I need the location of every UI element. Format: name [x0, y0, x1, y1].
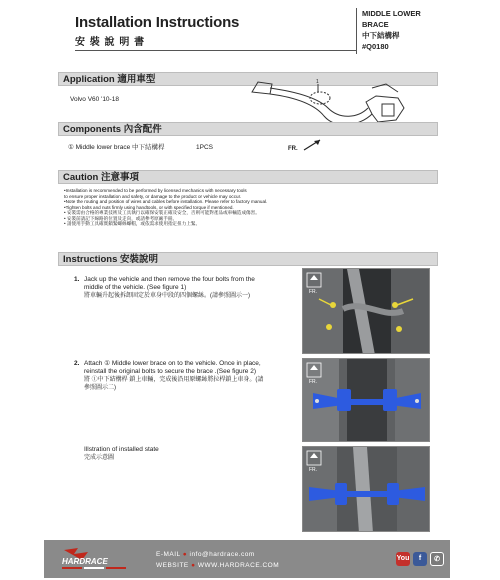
footer-email[interactable]: E-MAIL ● info@hardrace.com	[156, 551, 255, 558]
caution-line: • 安裝前請記下線路的位置及走向，或請參考原廠手冊。	[64, 215, 178, 221]
website-label: WEBSITE	[156, 562, 189, 569]
step-2-text: reinstall the original bolts to secure the brace .(See figure 2)	[84, 368, 256, 375]
caution-line: •Installation is recommended to be performed by licensed mechanics with necessary tools	[64, 188, 247, 193]
header-divider	[75, 50, 357, 51]
vehicle-fitment: Volvo V60 '10-18	[70, 96, 119, 103]
caution-heading: Caution 注意事項	[63, 172, 139, 183]
part-number: #Q0180	[362, 42, 389, 51]
step-2-text-cn: 參照圖示二)	[84, 385, 116, 391]
facebook-icon[interactable]: f	[413, 552, 427, 566]
installed-state-photo	[302, 446, 430, 532]
diagram-fr-label: FR.	[288, 146, 298, 152]
illustration-label: Illstration of installed state	[84, 446, 159, 453]
youtube-icon[interactable]: You	[396, 552, 410, 566]
step-2-number: 2.	[74, 360, 80, 367]
step-2-text: Attach ① Middle lower brace on to the vehicle. Once in place,	[84, 360, 261, 367]
email-label: E-MAIL	[156, 551, 181, 558]
installed-fr-label: FR.	[309, 467, 318, 473]
step-1-text: Jack up the vehicle and then remove the four bolts from the	[84, 276, 255, 283]
step-1-number: 1.	[74, 276, 80, 283]
footer-website[interactable]: WEBSITE ● WWW.HARDRACE.COM	[156, 562, 280, 569]
wechat-icon[interactable]: ✆	[430, 552, 444, 566]
application-heading: Application 適用車型	[63, 74, 156, 85]
brace-diagram	[248, 78, 418, 160]
component-qty: 1PCS	[196, 144, 213, 151]
figure-2-fr-label: FR.	[309, 379, 318, 385]
product-name: MIDDLE LOWER BRACE	[362, 9, 421, 29]
components-heading-bar	[58, 122, 438, 136]
step-2-text-cn: 將 ①中下結構桿 鎖上車輛，完成後沿用原螺絲將拉桿鎖上車身。(請	[84, 377, 264, 383]
page-title: Installation Instructions	[75, 14, 240, 31]
illustration-label-cn: 完成示意圖	[84, 455, 115, 461]
email-value[interactable]: info@hardrace.com	[189, 551, 255, 558]
product-info	[356, 8, 446, 54]
footer	[44, 540, 450, 578]
step-1-text: middle of the vehicle. (See figure 1)	[84, 284, 187, 291]
page-subtitle-cn: 安 裝 說 明 書	[75, 37, 146, 48]
component-item: ① Middle lower brace 中下結構桿	[68, 144, 165, 151]
caution-line: •Tighten bolts and nuts firmly using handtools, or with specified torque if mentioned.	[64, 204, 234, 210]
hardrace-logo	[60, 546, 130, 572]
caution-line: • 請使用手動工具確實鎖緊螺絲螺帽，或依需求使用指定扭力上緊。	[64, 221, 201, 226]
instructions-heading: Instructions 安裝說明	[63, 254, 159, 265]
brand-name: HARDRACE	[62, 557, 108, 566]
step-1-text-cn: 將車輛升起後拆卸固定於車身中段的四個螺絲。(請參照圖示一)	[84, 293, 250, 299]
website-value[interactable]: WWW.HARDRACE.COM	[197, 562, 280, 569]
instructions-heading-bar	[58, 252, 438, 266]
caution-line: •Note the routing and position of wires and cables before installation. Please refer to factory manual.	[64, 199, 268, 204]
figure-2-photo	[302, 358, 430, 442]
svg-text:1: 1	[316, 79, 319, 85]
figure-1-photo	[302, 268, 430, 354]
figure-1-fr-label: FR.	[309, 289, 318, 295]
caution-line: • 安裝需由合格的專業技術及工具執行以確保安裝正確及安全，否則可能對產品或車輛造成傷害。	[64, 210, 260, 215]
product-name-cn: 中下結構桿	[362, 31, 400, 40]
caution-line: to ensure proper installation and safety, or damage to the product or vehicle may occur.	[64, 193, 242, 199]
components-heading: Components 內含配件	[63, 124, 162, 135]
caution-heading-bar	[58, 170, 438, 184]
